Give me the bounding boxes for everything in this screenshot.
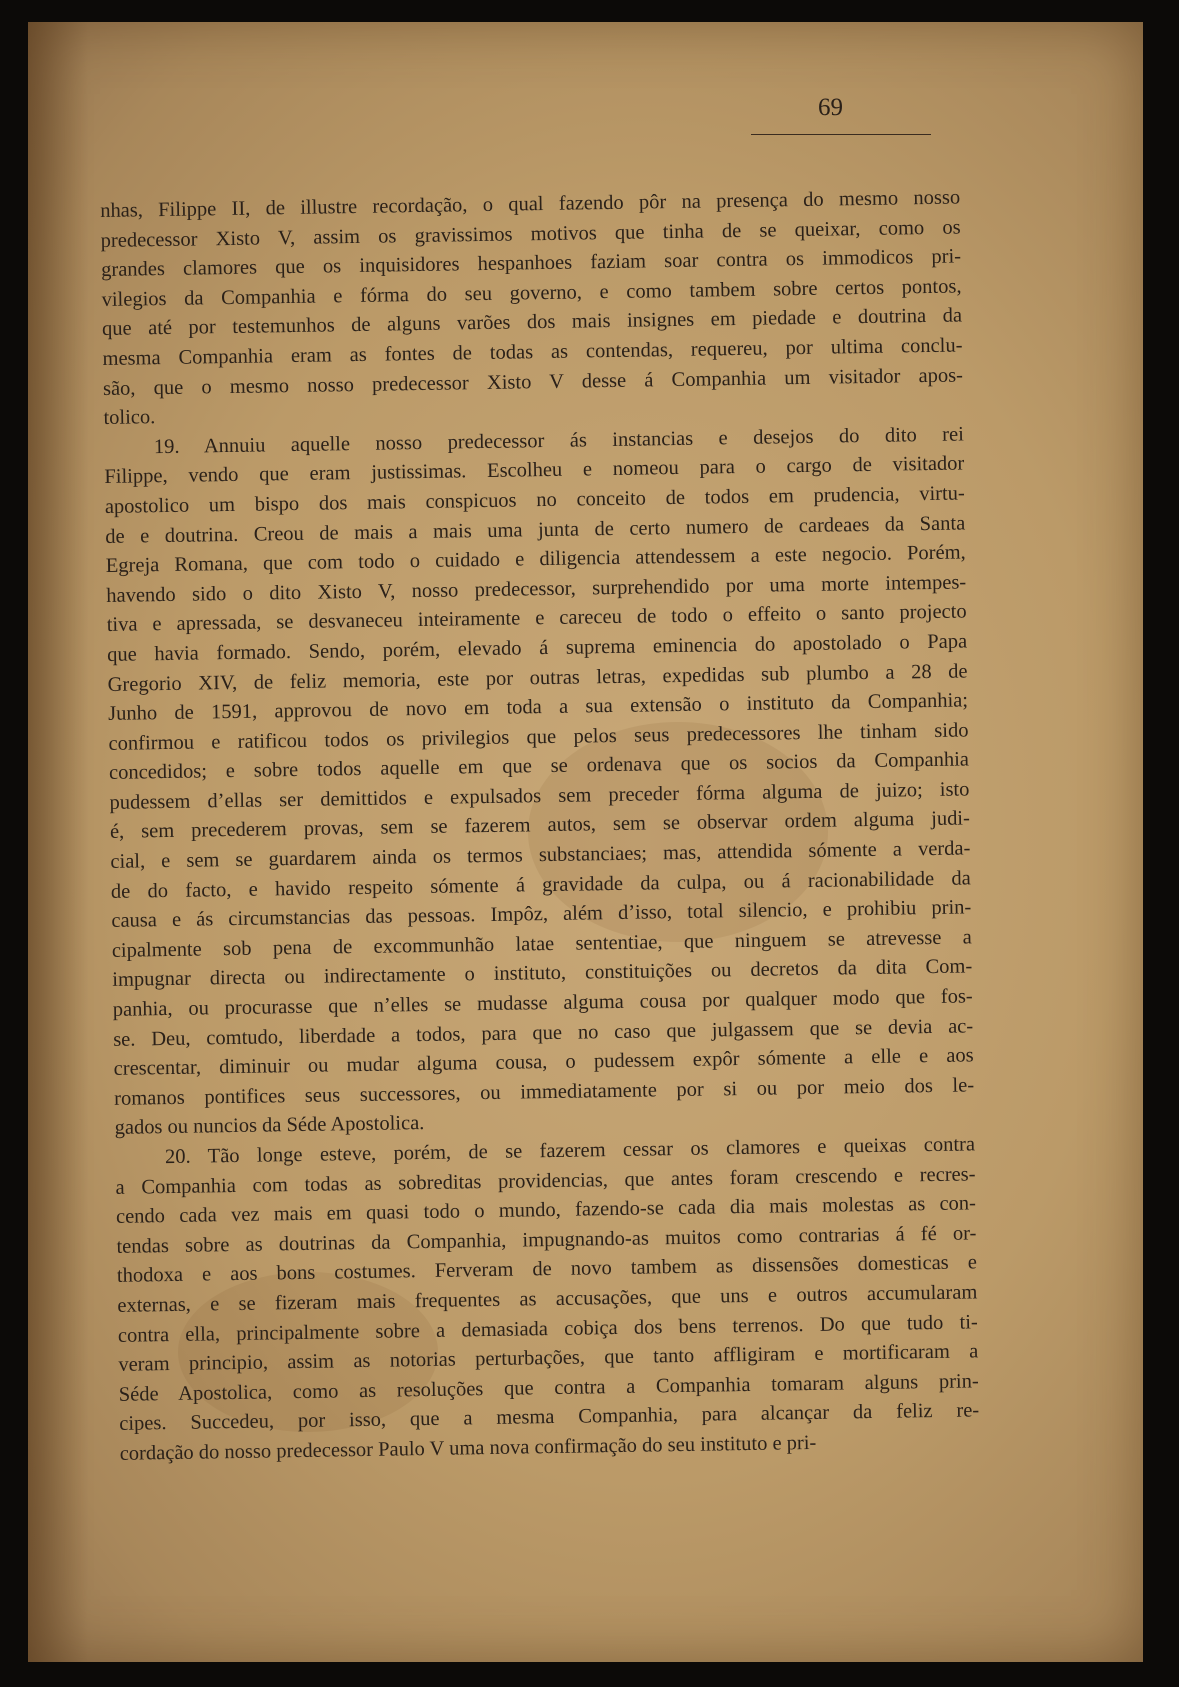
text-line: veram principio, assim as notorias perturbações, que tanto affligiram e mortificaram a: [118, 1340, 979, 1377]
text-line: predecessor Xisto V, assim os gravissimos motivos que tinha de se queixar, como os: [100, 216, 961, 252]
text-line: crescentar, diminuir ou mudar alguma cousa, o pudessem expôr sómente a elle e aos: [113, 1044, 974, 1081]
paragraph-1: [100, 183, 964, 433]
text-line: Séde Apostolica, como as resoluções que contra a Companhia tomaram alguns prin-: [118, 1370, 979, 1406]
text-line: tiva e apressada, se desvaneceu inteiramente e careceu de todo o effeito o santo projecto: [106, 600, 967, 637]
text-line: de e doutrina. Creou de mais a mais uma junta de certo numero de cardeaes da Santa: [105, 511, 966, 548]
text-line: nhas, Filippe II, de illustre recordação, o qual fazendo pôr na presença do mesmo nosso: [100, 186, 961, 222]
text-line: contra ella, principalmente sobre a demasiada cobiça dos bens terrenos. Do que tudo ti-: [117, 1310, 978, 1347]
text-line: de do facto, e havido respeito sómente á gravidade da culpa, ou á racionabilidade da: [110, 867, 971, 903]
text-line: Filippe, vendo que eram justissimas. Escolheu e nomeou para o cargo de visitador: [104, 452, 965, 489]
text-line: havendo sido o dito Xisto V, nosso predecessor, surprehendido por uma morte intempes-: [106, 571, 967, 607]
text-line: impugnar directa ou indirectamente o instituto, constituições ou decretos da dita Com-: [112, 955, 973, 992]
text-line: 20. Tão longe esteve, porém, de se fazerem cessar os clamores e queixas contra: [164, 1133, 976, 1169]
page-number: 69: [818, 94, 843, 121]
text-line: Gregorio XIV, de feliz memoria, este por outras letras, expedidas sub plumbo a 28 de: [107, 659, 968, 696]
text-line: 19. Annuiu aquelle nosso predecessor ás instancias e desejos do dito rei: [153, 423, 965, 458]
book-page: [28, 22, 1143, 1662]
text-line: Junho de 1591, approvou de novo em toda a sua extensão o instituto da Companhia;: [107, 689, 969, 726]
text-line: romanos pontifices seus successores, ou immediatamente por si ou por meio dos le-: [113, 1074, 975, 1110]
text-line: pudessem d’ellas ser demittidos e expulsados sem preceder fórma alguma de juizo; isto: [109, 778, 970, 814]
paragraph-2: [104, 420, 975, 1144]
text-line: grandes clamores que os inquisidores hespanhoes faziam soar contra os immodicos pri-: [100, 245, 962, 282]
text-line: que até por testemunhos de alguns varões dos mais insignes em piedade e doutrina da: [101, 304, 963, 341]
text-line: cordação do nosso predecessor Paulo V uma nova confirmação do seu instituto e pri-: [119, 1431, 817, 1465]
text-line: cendo cada vez mais em quasi todo o mundo, fazendo-se cada dia mais molestas as con-: [115, 1192, 977, 1229]
text-line: cipalmente sob pena de excommunhão latae sententiae, que ninguem se atrevesse a: [111, 926, 972, 962]
text-line: causa e ás circumstancias das pessoas. Impôz, além d’isso, total silencio, e prohibiu prin-: [111, 896, 972, 933]
text-line: tolico.: [103, 406, 156, 430]
text-line: mesma Companhia eram as fontes de todas as contendas, requereu, por ultima conclu-: [102, 334, 963, 370]
text-line: externas, e se fizeram mais frequentes as accusações, que uns e outros accumularam: [117, 1281, 978, 1317]
text-line: thodoxa e aos bons costumes. Ferveram de novo tambem as dissensões domesticas e: [116, 1251, 978, 1288]
text-line: que havia formado. Sendo, porém, elevado á suprema eminencia do apostolado o Papa: [107, 630, 968, 666]
header-rule: [751, 134, 931, 135]
body-text: [100, 183, 980, 1469]
text-line: cial, e sem se guardarem ainda os termos substanciaes; mas, attendida sómente a verda-: [110, 837, 971, 873]
text-line: cipes. Succedeu, por isso, que a mesma Companhia, para alcançar da feliz re-: [119, 1399, 980, 1436]
text-line: concedidos; e sobre todos aquelle em que se ordenava que os socios da Companhia: [108, 748, 970, 785]
binding-gutter: [28, 22, 88, 1662]
text-line: apostolico um bispo dos mais conspicuos no conceito de todos em prudencia, virtu-: [104, 482, 965, 518]
text-line: gados ou nuncios da Séde Apostolica.: [114, 1112, 425, 1140]
text-line: panhia, ou procurasse que n’elles se mudasse alguma cousa por qualquer modo que fos-: [112, 985, 973, 1021]
text-line: é, sem precederem provas, sem se fazerem autos, sem se observar ordem alguma judi-: [109, 807, 971, 844]
text-line: se. Deu, comtudo, liberdade a todos, para que no caso que julgassem que se devia ac-: [113, 1015, 974, 1051]
text-line: vilegios da Companhia e fórma do seu governo, e como tambem sobre certos pontos,: [101, 275, 962, 311]
text-line: confirmou e ratificou todos os privilegios que pelos seus predecessores lhe tinham sido: [108, 719, 969, 755]
text-line: são, que o mesmo nosso predecessor Xisto V desse á Companhia um visitador apos-: [102, 364, 964, 400]
paragraph-3: [115, 1130, 980, 1469]
text-line: Egreja Romana, que com todo o cuidado e diligencia attendessem a este negocio. Porém,: [105, 541, 966, 578]
text-line: a Companhia com todas as sobreditas providencias, que antes foram crescendo e recres-: [115, 1162, 976, 1199]
text-line: tendas sobre as doutrinas da Companhia, impugnando-as muitos como contrarias á fé or-: [116, 1222, 977, 1258]
